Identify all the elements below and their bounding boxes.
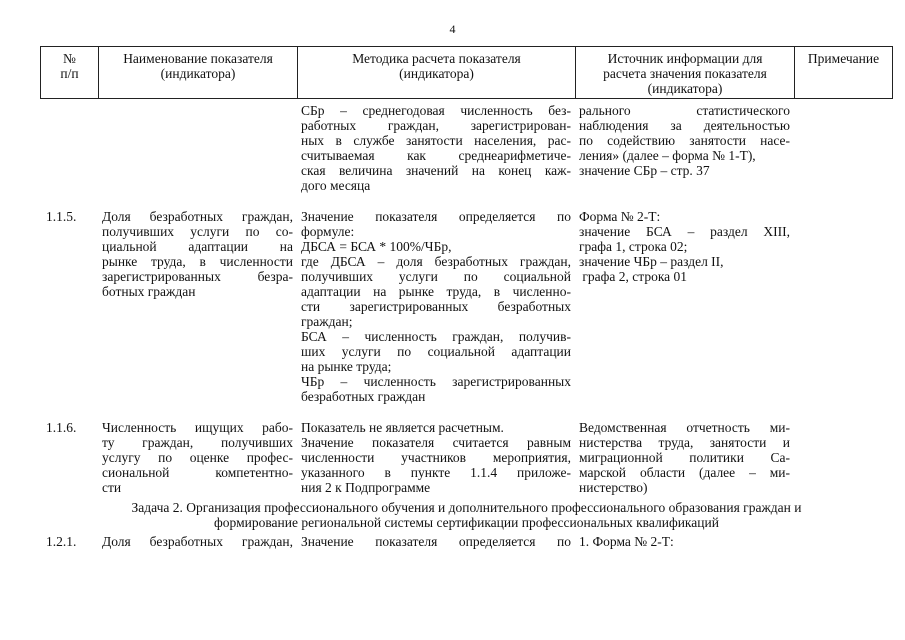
header-indicator-name: Наименование показателя (индикатора) [98,47,297,98]
source-cell: 1. Форма № 2-Т: [579,534,674,549]
row-number: 1.1.5. [46,209,77,224]
method-cell: Значение показателя определяется по формуле: ДБСА = БСА * 100%/ЧБр, где ДБСА – доля безработных граждан, получивших услуги по социальной адаптации на рынке труда, в численно- сти зарегистрированных безработных граждан; БСА – численность граждан, получив- ших услуги по социальной адаптации на рынке труда; ЧБр – численность зарегистрированных безработных граждан [301,209,571,404]
table-row-1-1-6 [40,420,893,495]
table-row-1-1-5 [40,209,893,404]
header-number: № п/п [40,47,98,98]
section-title-task-2: Задача 2. Организация профессионального обучения и дополнительного профессионального образования граждан и формирование региональной системы сертификации профессиональных квалификаций [131,500,802,530]
table-header-row [40,46,893,99]
header-note: Примечание [794,47,893,98]
table-row-continued [40,103,893,193]
header-method: Методика расчета показателя (индикатора) [297,47,575,98]
source-cell: Ведомственная отчетность ми- нистерства труда, занятости и миграционной политики Са- марской области (далее – ми- нистерство) [579,420,790,495]
table-row-1-2-1 [40,534,893,549]
indicator-name-cell: Численность ищущих рабо- ту граждан, получивших услугу по оценке профес- сиональной компетентно- сти [102,420,293,495]
page-number: 4 [449,22,456,36]
method-cell: Показатель не является расчетным. Значение показателя считается равным численности участников мероприятия, указанного в пункте 1.1.4 приложе- ния 2 к Подпрограмме [301,420,571,495]
row-number: 1.2.1. [46,534,77,549]
source-cell: рального статистического наблюдения за деятельностью по содействию занятости насе- ления» (далее – форма № 1-Т), значение СБр – стр. 37 [579,103,790,178]
source-cell: Форма № 2-Т: значение БСА – раздел XIII, графа 1, строка 02; значение ЧБр – раздел II, графа 2, строка 01 [579,209,790,284]
method-cell: Значение показателя определяется по [301,534,571,549]
indicator-name-cell: Доля безработных граждан, получивших услуги по со- циальной адаптации на рынке труда, в численности зарегистрированных безра- ботных граждан [102,209,293,299]
indicator-name-cell: Доля безработных граждан, [102,534,293,549]
method-cell: СБр – среднегодовая численность без- работных граждан, зарегистрирован- ных в службе занятости населения, рас- считываемая как среднеарифметиче- ская величина значений на конец каж- дого месяца [301,103,571,193]
header-source: Источник информации для расчета значения показателя (индикатора) [575,47,794,98]
row-number: 1.1.6. [46,420,77,435]
indicator-table [40,46,893,549]
